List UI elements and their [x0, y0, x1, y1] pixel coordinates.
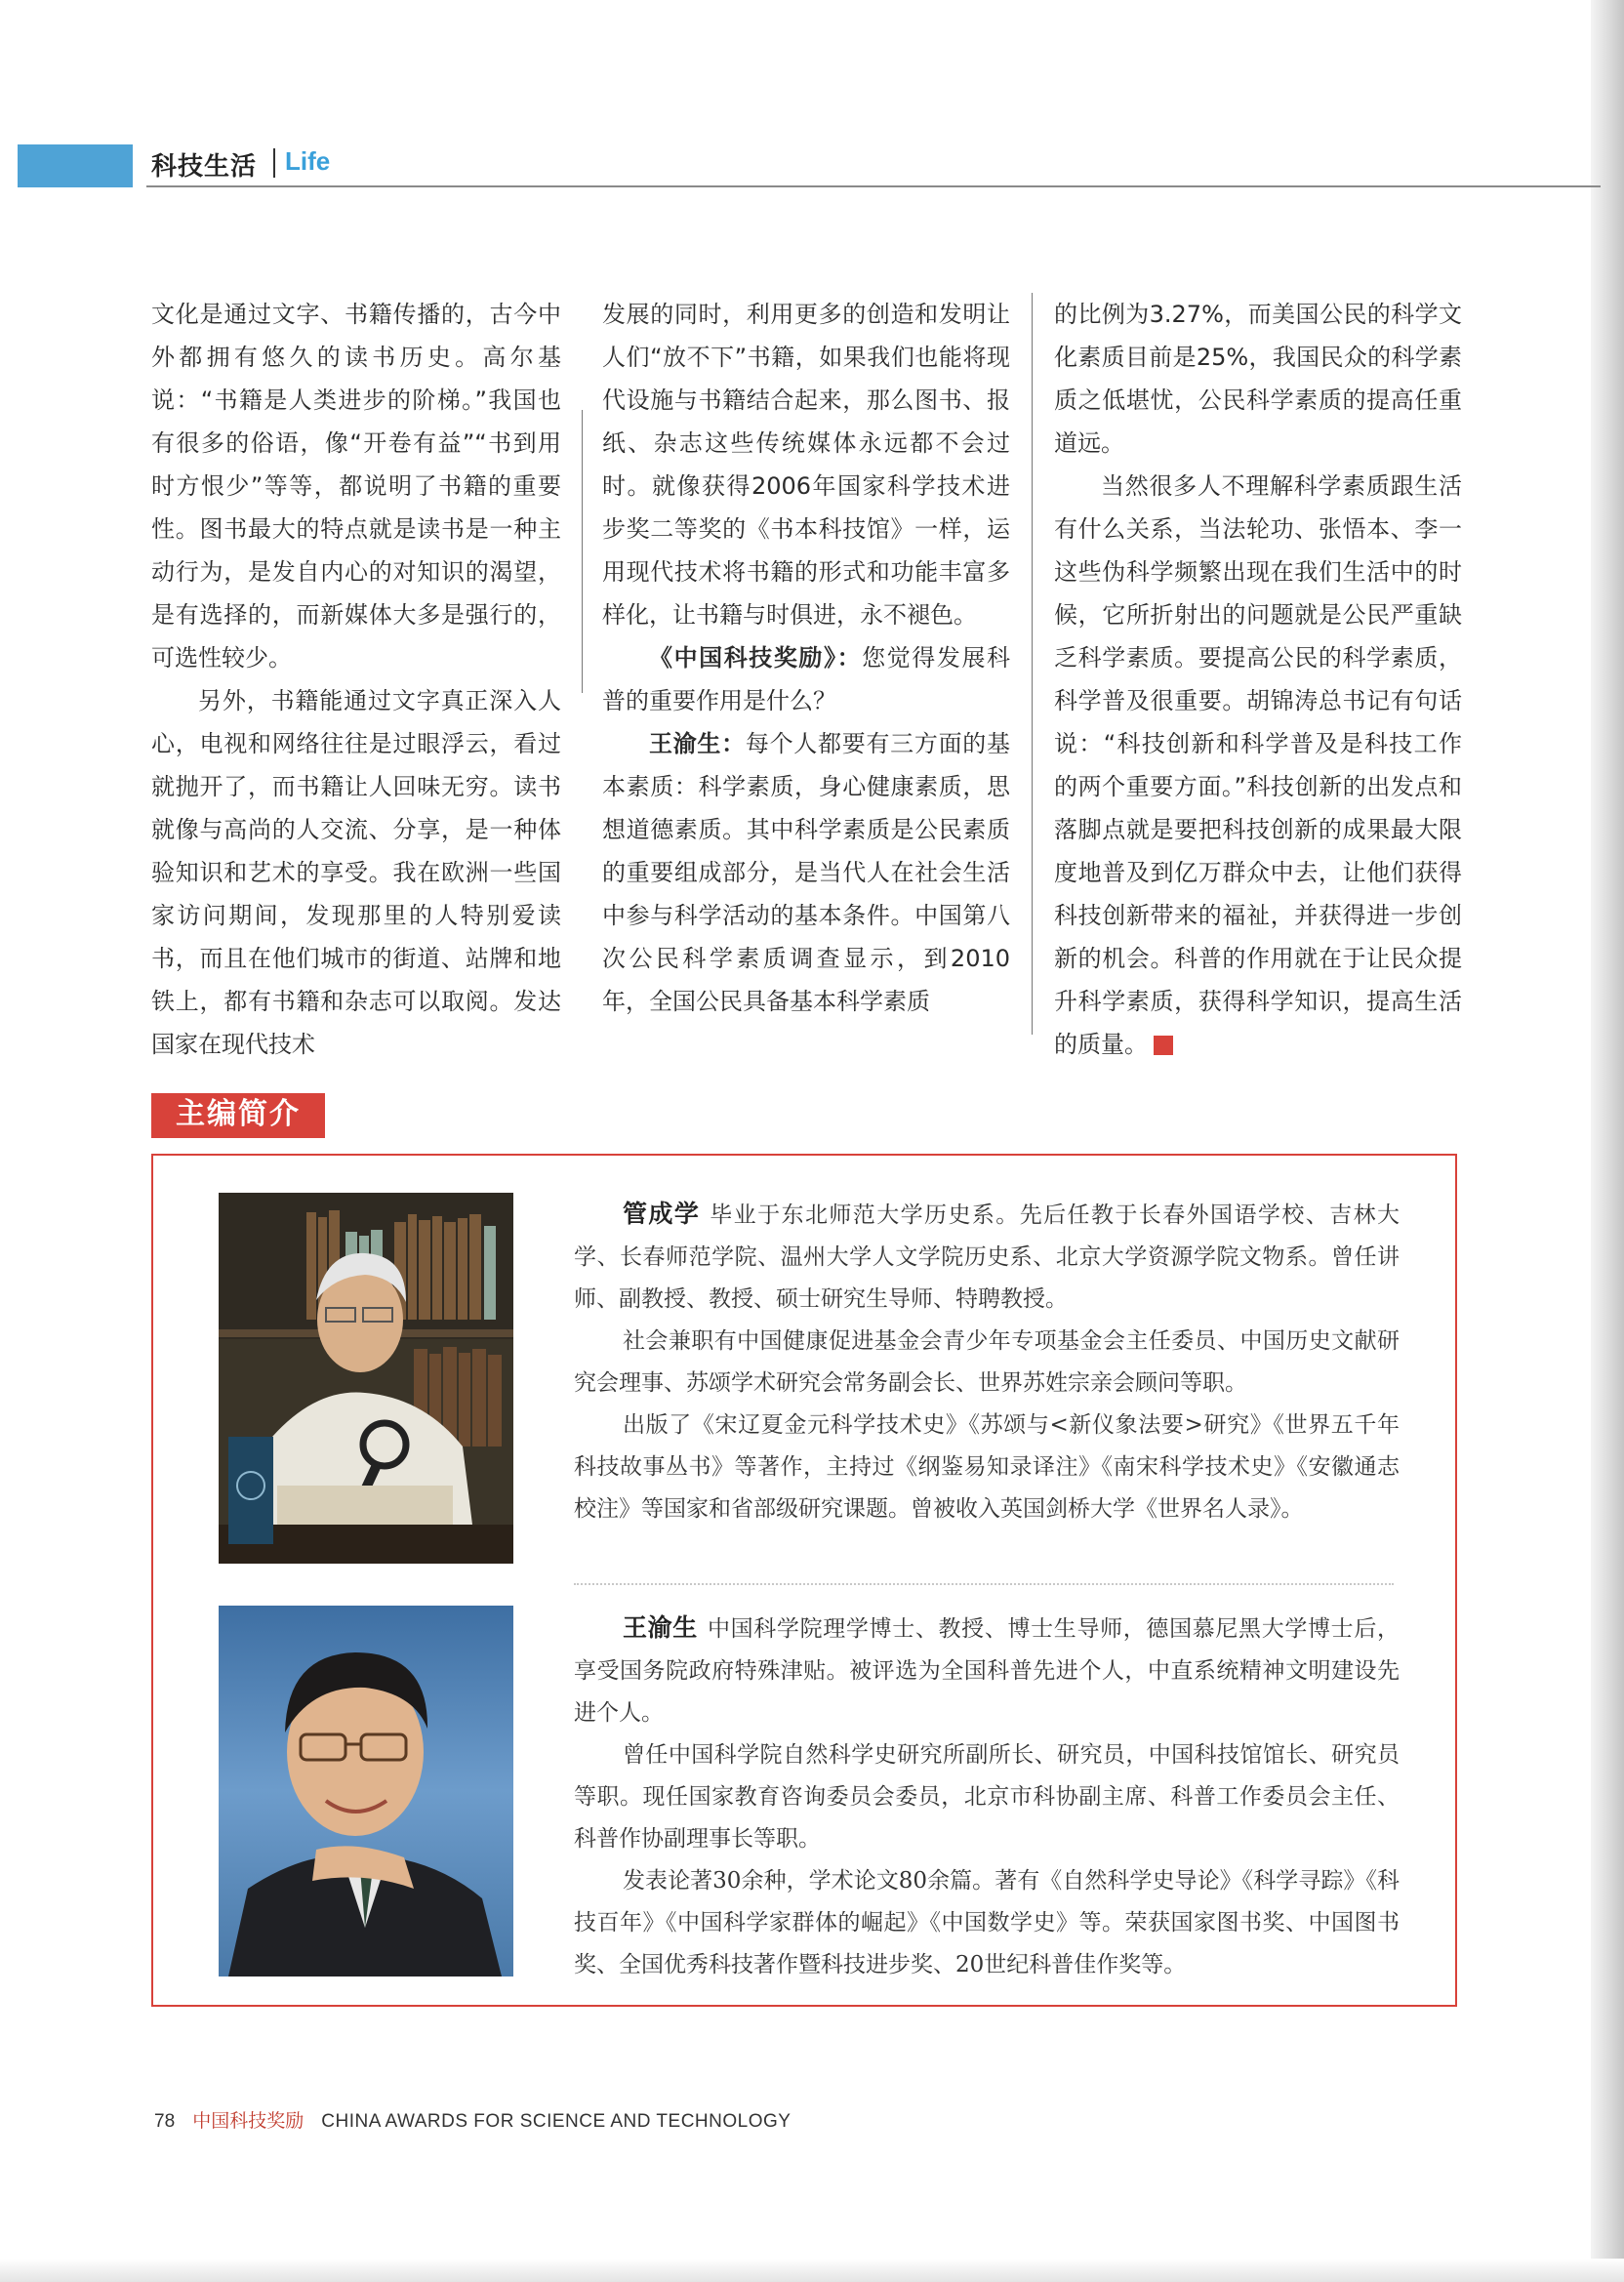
editor-name: 管成学: [623, 1200, 701, 1228]
magazine-name-en: CHINA AWARDS FOR SCIENCE AND TECHNOLOGY: [321, 2111, 792, 2132]
bio-paragraph: 社会兼职有中国健康促进基金会青少年专项基金会主任委员、中国历史文献研究会理事、苏颂学术研究会常务副会长、世界苏姓宗亲会顾问等职。: [574, 1328, 1400, 1396]
editor-section-label: 主编简介: [151, 1093, 325, 1136]
bio-paragraph: 曾任中国科学院自然科学史研究所副所长、研究员，中国科技馆馆长、研究员等职。现任国家教育咨询委员会委员，北京市科协副主席、科普工作委员会主任、科普作协副理事长等职。: [574, 1742, 1400, 1852]
scan-edge-shadow: [1591, 0, 1624, 2282]
interview-question: [602, 636, 1010, 722]
page-footer: [154, 2106, 791, 2133]
editor-photo-guan: [219, 1193, 513, 1564]
scan-bottom-shadow: [0, 2259, 1624, 2282]
paragraph-text: 当然很多人不理解科学素质跟生活有什么关系，当法轮功、张悟本、李一这些伪科学频繁出现在我们生活中的时候，它所折射出的问题就是公民严重缺乏科学素质。要提高公民的科学素质，科学普及很重要。胡锦涛总书记有句话说：“科技创新和科学普及是科技工作的两个重要方面。”科技创新的出发点和落脚点就是要把科技创新的成果最大限度地普及到亿万群众中去，让他们获得科技创新带来的福祉，并获得进一步创新的机会。科普的作用就在于让民众提升科学素质，获得科学知识，提高生活的质量。: [1054, 472, 1462, 1058]
header-rule: [146, 185, 1601, 187]
answer-speaker: 王渝生：: [649, 730, 746, 757]
editor-name: 王渝生: [623, 1613, 698, 1642]
article-column-3: [1054, 293, 1462, 1066]
column-divider: [582, 410, 583, 693]
bio-paragraph: [574, 1607, 1400, 1734]
question-text: 您觉得发展科普的重要作用是什么？: [602, 644, 1011, 714]
answer-text: 每个人都要有三方面的基本素质：科学素质，身心健康素质，思想道德素质。其中科学素质是公民素质的重要组成部分，是当代人在社会生活中参与科学活动的基本条件。中国第八次公民科学素质调查显示，到2010年，全国公民具备基本科学素质: [602, 730, 1011, 1015]
bio-text: 毕业于东北师范大学历史系。先后任教于长春外国语学校、吉林大学、长春师范学院、温州大学人文学院历史系、北京大学资源学院文物系。曾任讲师、副教授、教授、硕士研究生导师、特聘教授。: [574, 1202, 1400, 1312]
column-divider: [1032, 293, 1033, 1035]
bio-paragraph: 出版了《宋辽夏金元科学技术史》《苏颂与<新仪象法要>研究》《世界五千年科技故事丛书》等著作，主持过《纲鉴易知录译注》《南宋科学技术史》《安徽通志校注》等国家和省部级研究课题。曾被收入英国剑桥大学《世界名人录》。: [574, 1412, 1400, 1522]
paragraph: 的比例为3.27%，而美国公民的科学文化素质目前是25%，我国民众的科学素质之低堪忧，公民科学素质的提高任重道远。: [1054, 301, 1462, 457]
editor-bio-wang: [574, 1607, 1400, 1986]
bio-paragraph: [574, 1193, 1400, 1321]
bio-text: 中国科学院理学博士、教授、博士生导师，德国慕尼黑大学博士后，享受国务院政府特殊津贴。被评选为全国科普先进个人，中直系统精神文明建设先进个人。: [574, 1616, 1400, 1726]
article-column-2: [602, 293, 1010, 1023]
section-subtitle: Life: [285, 146, 331, 176]
section-label-underline: [151, 1136, 325, 1138]
portrait-illustration: [219, 1193, 513, 1564]
bio-divider: [574, 1583, 1394, 1585]
end-mark-icon: ※: [1154, 1036, 1173, 1055]
paragraph: 发展的同时，利用更多的创造和发明让人们“放不下”书籍，如果我们也能将现代设施与书籍结合起来，那么图书、报纸、杂志这些传统媒体永远都不会过时。就像获得2006年国家科学技术进步奖二等奖的《书本科技馆》一样，运用现代技术将书籍的形式和功能丰富多样化，让书籍与时俱进，永不褪色。: [602, 301, 1010, 629]
paragraph: 文化是通过文字、书籍传播的，古今中外都拥有悠久的读书历史。高尔基说：“书籍是人类进步的阶梯。”我国也有很多的俗语，像“开卷有益”“书到用时方恨少”等等，都说明了书籍的重要性。图书最大的特点就是读书是一种主动行为，是发自内心的对知识的渴望，是有选择的，而新媒体大多是强行的，可选性较少。: [151, 301, 561, 672]
header-separator: [273, 148, 275, 178]
page-number: 78: [154, 2111, 176, 2132]
article-column-1: [151, 293, 561, 1066]
magazine-name-cn: 中国科技奖励: [192, 2110, 304, 2132]
interview-answer: [602, 722, 1010, 1023]
paragraph: [1054, 465, 1462, 1066]
paragraph: 另外，书籍能通过文字真正深入人心，电视和网络往往是过眼浮云，看过就抛开了，而书籍让人回味无穷。读书就像与高尚的人交流、分享，是一种体验知识和艺术的享受。我在欧洲一些国家访问期间，发现那里的人特别爱读书，而且在他们城市的街道、站牌和地铁上，都有书籍和杂志可以取阅。发达国家在现代技术: [151, 687, 561, 1058]
editor-bio-guan: [574, 1193, 1400, 1530]
bio-paragraph: 发表论著30余种，学术论文80余篇。著有《自然科学史导论》《科学寻踪》《科技百年》《中国科学家群体的崛起》《中国数学史》等。荣获国家图书奖、中国图书奖、全国优秀科技著作暨科技进步奖、20世纪科普佳作奖等。: [574, 1868, 1400, 1977]
portrait-illustration: [219, 1606, 513, 1976]
question-speaker: 《中国科技奖励》：: [649, 644, 863, 672]
header-color-bar: [18, 144, 133, 187]
section-title: 科技生活: [151, 152, 258, 182]
editor-photo-wang: [219, 1606, 513, 1976]
